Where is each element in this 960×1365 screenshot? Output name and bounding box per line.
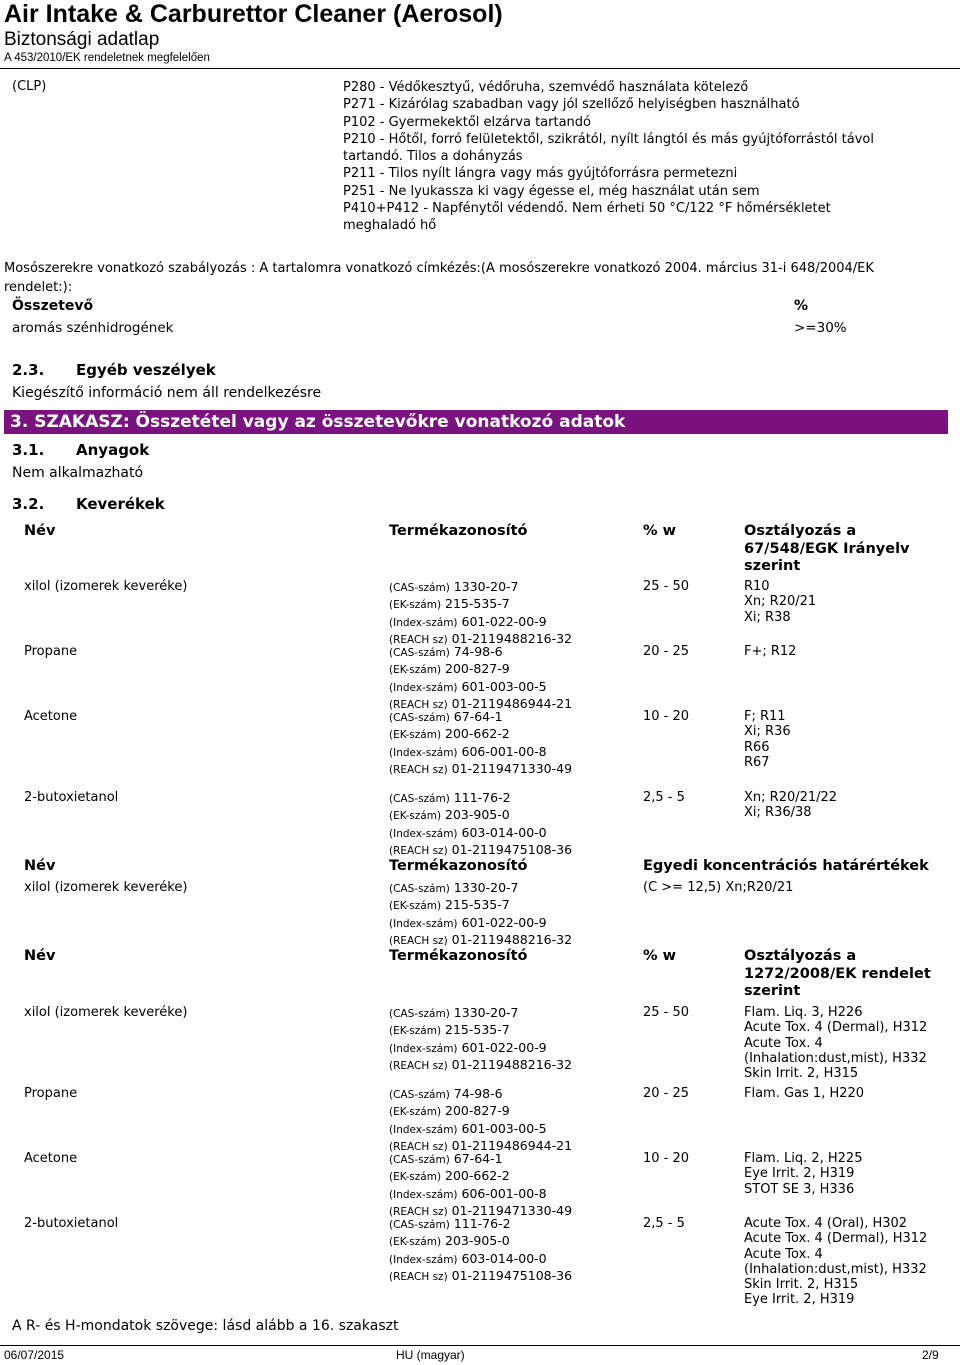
table1-row-class: F; R11 Xi; R36 R66 R67 (744, 709, 791, 770)
table3-row-pct: 2,5 - 5 (643, 1216, 685, 1231)
table2-header-limits: Egyedi koncentrációs határértékek (643, 858, 929, 874)
table3-row-class: Flam. Liq. 2, H225 Eye Irrit. 2, H319 STOT SE 3, H336 (744, 1151, 863, 1197)
statement-line: P271 - Kizárólag szabadban vagy jól szellőző helyiségben használható (343, 97, 800, 113)
table3-header-id: Termékazonosító (389, 948, 528, 964)
table3-row-name: 2-butoxietanol (24, 1216, 119, 1231)
r-h-phrases-note: A R- és H-mondatok szövege: lásd alább a 16. szakaszt (12, 1318, 399, 1334)
document-subtitle: Biztonsági adatlap (4, 29, 160, 50)
table3-row-class: Flam. Liq. 3, H226 Acute Tox. 4 (Dermal), H312 Acute Tox. 4 (Inhalation:dust,mist), H332 Skin Irrit. 2, H315 (744, 1005, 928, 1082)
table3-row-name: xilol (izomerek keveréke) (24, 1005, 188, 1020)
table1-row-identifiers: (CAS-szám) 1330-20-7 (EK-szám) 215-535-7 (Index-szám) 601-022-00-9 (REACH sz) 01-2119488216-32 (389, 579, 573, 646)
table2-header-id: Termékazonosító (389, 858, 528, 874)
footer-divider (0, 1345, 960, 1346)
table1-row-class: Xn; R20/21/22 Xi; R36/38 (744, 790, 838, 821)
table3-row-identifiers: (CAS-szám) 67-64-1 (EK-szám) 200-662-2 (Index-szám) 606-001-00-8 (REACH sz) 01-2119471330-49 (389, 1151, 573, 1218)
table3-row-pct: 25 - 50 (643, 1005, 690, 1020)
table3-row-identifiers: (CAS-szám) 1330-20-7 (EK-szám) 215-535-7 (Index-szám) 601-022-00-9 (REACH sz) 01-2119488216-32 (389, 1005, 573, 1072)
table3-row-name: Acetone (24, 1151, 78, 1166)
table1-row-name: Propane (24, 644, 78, 659)
table1-row-name: 2-butoxietanol (24, 790, 119, 805)
statement-line: P410+P412 - Napfénytől védendő. Nem érheti 50 °C/122 °F hőmérsékletet (343, 201, 831, 217)
table1-row-class: R10 Xn; R20/21 Xi; R38 (744, 579, 817, 625)
detergent-regulation-text: Mosószerekre vonatkozó szabályozás : A tartalomra vonatkozó címkézés:(A mosószerekre vonatkozó 2004. március 31-i 648/2004/EK rendelet:): (4, 261, 874, 295)
table2-row-limit: (C >= 12,5) Xn;R20/21 (643, 880, 794, 895)
statement-line: P251 - Ne lyukassza ki vagy égesse el, még használat után sem (343, 183, 760, 199)
statement-line: meghaladó hő (343, 218, 437, 234)
table1-row-identifiers: (CAS-szám) 111-76-2 (EK-szám) 203-905-0 (Index-szám) 603-014-00-0 (REACH sz) 01-2119475108-36 (389, 790, 573, 857)
table1-header-name: Név (24, 523, 56, 539)
section-3-1-text: Nem alkalmazható (12, 465, 144, 481)
table3-row-identifiers: (CAS-szám) 74-98-6 (EK-szám) 200-827-9 (Index-szám) 601-003-00-5 (REACH sz) 01-2119486944-21 (389, 1086, 573, 1153)
document-title: Air Intake & Carburettor Cleaner (Aerosol) (4, 0, 503, 28)
table3-header-pct: % w (643, 948, 676, 964)
table1-row-identifiers: (CAS-szám) 67-64-1 (EK-szám) 200-662-2 (Index-szám) 606-001-00-8 (REACH sz) 01-2119471330-49 (389, 709, 573, 776)
section-2-3-number: 2.3. (12, 361, 45, 379)
section-3-1-title: Anyagok (76, 441, 150, 459)
section-3-heading: 3. SZAKASZ: Összetétel vagy az összetevőkre vonatkozó adatok (4, 410, 948, 434)
table3-row-pct: 20 - 25 (643, 1086, 690, 1101)
table3-header-name: Név (24, 948, 56, 964)
table3-row-identifiers: (CAS-szám) 111-76-2 (EK-szám) 203-905-0 (Index-szám) 603-014-00-0 (REACH sz) 01-2119475108-36 (389, 1216, 573, 1283)
statement-line: P211 - Tilos nyílt lángra vagy más gyújtóforrásra permetezni (343, 166, 738, 182)
table2-row-identifiers: (CAS-szám) 1330-20-7 (EK-szám) 215-535-7 (Index-szám) 601-022-00-9 (REACH sz) 01-2119488216-32 (389, 880, 573, 947)
table1-row-pct: 2,5 - 5 (643, 790, 685, 805)
footer-date: 06/07/2015 (4, 1348, 65, 1362)
table1-row-pct: 20 - 25 (643, 644, 690, 659)
statement-line: P280 - Védőkesztyű, védőruha, szemvédő használata kötelező (343, 80, 749, 95)
table2-row-name: xilol (izomerek keveréke) (24, 880, 188, 895)
section-2-3-title: Egyéb veszélyek (76, 361, 216, 379)
footer-language: HU (magyar) (396, 1348, 465, 1362)
table1-row-pct: 10 - 20 (643, 709, 690, 724)
percent-column-header: % (794, 298, 809, 314)
component-name: aromás szénhidrogének (12, 320, 174, 336)
section-3-1-number: 3.1. (12, 441, 45, 459)
table3-row-name: Propane (24, 1086, 78, 1101)
component-percent: >=30% (794, 320, 847, 336)
section-2-3-text: Kiegészítő információ nem áll rendelkezésre (12, 385, 322, 401)
section-3-2-number: 3.2. (12, 495, 45, 513)
component-column-header: Összetevő (12, 298, 94, 314)
table1-row-name: xilol (izomerek keveréke) (24, 579, 188, 594)
table1-header-class: Osztályozás a 67/548/EGK Irányelv szerint (744, 523, 910, 574)
header-divider (0, 68, 960, 69)
table3-row-pct: 10 - 20 (643, 1151, 690, 1166)
table1-header-pct: % w (643, 523, 676, 539)
section-3-2-title: Keverékek (76, 495, 165, 513)
clp-label: (CLP) (12, 79, 47, 94)
table3-row-class: Flam. Gas 1, H220 (744, 1086, 865, 1101)
footer-page-number: 2/9 (922, 1348, 939, 1362)
statement-line: P102 - Gyermekektől elzárva tartandó (343, 114, 591, 130)
table1-row-name: Acetone (24, 709, 78, 724)
precautionary-statements (343, 79, 943, 235)
table1-row-class: F+; R12 (744, 644, 797, 659)
table3-row-class: Acute Tox. 4 (Oral), H302 Acute Tox. 4 (Dermal), H312 Acute Tox. 4 (Inhalation:dust,mist), H332 Skin Irrit. 2, H315 Eye Irrit. 2, H319 (744, 1216, 928, 1308)
table2-header-name: Név (24, 858, 56, 874)
regulation-note: A 453/2010/EK rendeletnek megfelelően (4, 52, 210, 64)
statement-line: tartandó. Tilos a dohányzás (343, 149, 523, 165)
table3-header-class: Osztályozás a 1272/2008/EK rendelet szerint (744, 948, 931, 999)
table1-row-identifiers: (CAS-szám) 74-98-6 (EK-szám) 200-827-9 (Index-szám) 601-003-00-5 (REACH sz) 01-2119486944-21 (389, 644, 573, 711)
statement-line: P210 - Hőtől, forró felületektől, szikrától, nyílt lángtól és más gyújtóforrástól távol (343, 131, 875, 147)
table1-row-pct: 25 - 50 (643, 579, 690, 594)
table1-header-id: Termékazonosító (389, 523, 528, 539)
